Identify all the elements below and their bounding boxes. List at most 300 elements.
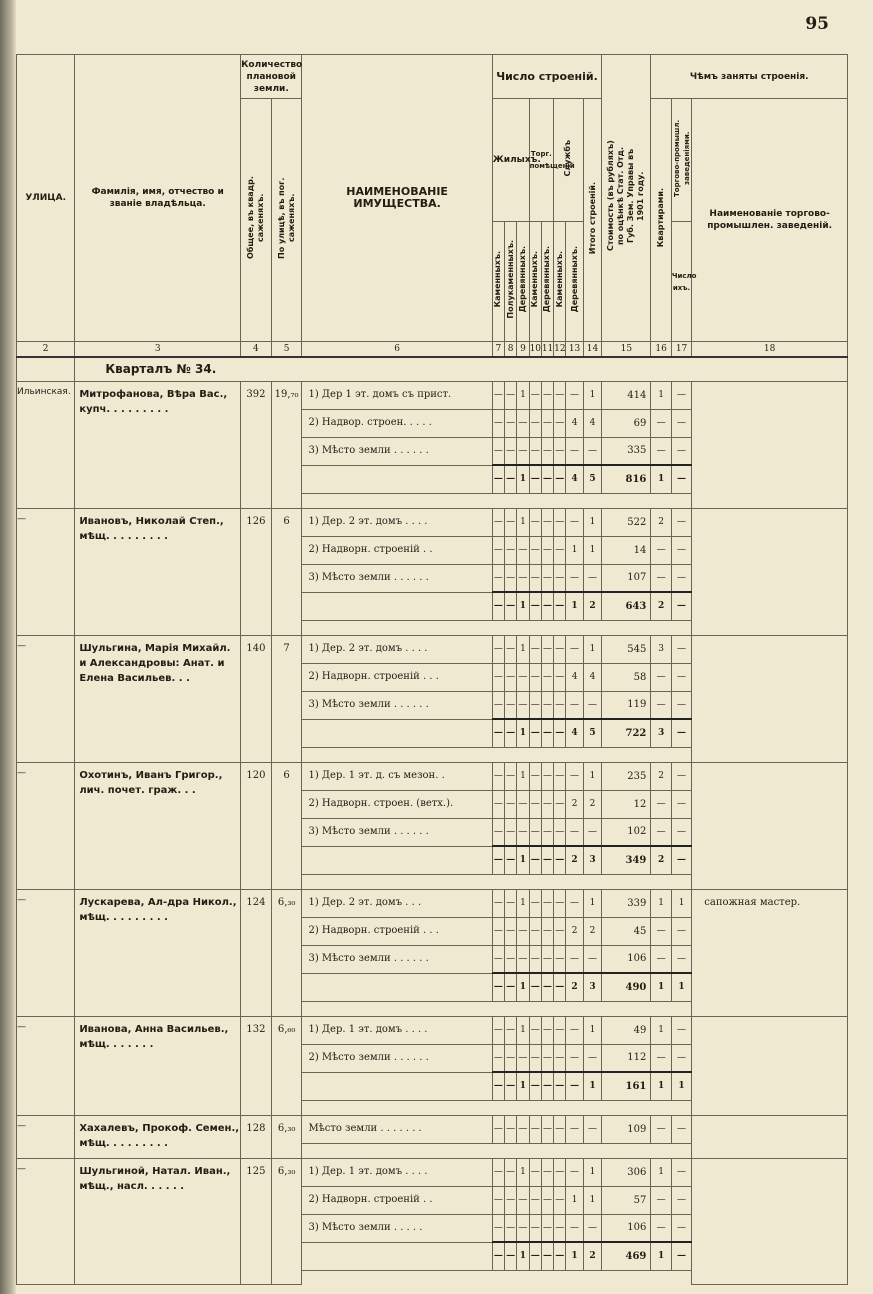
total-value: 490 — [602, 973, 651, 1001]
apartments-count: — — [651, 945, 671, 973]
count-service-wooden: — — [566, 691, 583, 719]
count-service-stone: — — [554, 790, 566, 818]
column-number: 17 — [671, 342, 691, 358]
spacer-cell — [302, 874, 692, 889]
count-res-half-stone: — — [505, 1044, 517, 1072]
count-trade-wooden: — — [541, 790, 553, 818]
street-cell: — — [17, 1158, 75, 1285]
header-count: Число ихъ. — [671, 222, 691, 342]
count-res-stone: — — [492, 409, 504, 437]
value-rubles: 12 — [602, 790, 651, 818]
count-total-buildings: 1 — [583, 1186, 602, 1214]
header-buildings: Число строеній. — [492, 55, 602, 99]
total-value: 161 — [602, 1072, 651, 1100]
value-rubles: 57 — [602, 1186, 651, 1214]
count-service-stone: — — [554, 1044, 566, 1072]
count-trade-wooden: — — [541, 564, 553, 592]
total-service-stone: — — [554, 1242, 566, 1270]
property-item: 3) Мѣсто земли . . . . . . — [302, 437, 492, 465]
spacer-cell — [302, 1100, 692, 1115]
count-total-buildings: — — [583, 437, 602, 465]
count-res-wooden: — — [517, 1115, 529, 1143]
total-apartments: 1 — [651, 1242, 671, 1270]
count-trade-stone: — — [529, 437, 541, 465]
total-spacer — [302, 465, 492, 493]
total-trade-est: — — [671, 719, 691, 747]
trade-name — [692, 1158, 848, 1285]
column-number: 12 — [554, 342, 566, 358]
value-rubles: 106 — [602, 945, 651, 973]
street-cell: — — [17, 508, 75, 635]
header-trade-names: Наименованіе торгово-промышлен. заведеній. — [692, 99, 848, 342]
count-res-stone: — — [492, 1016, 504, 1044]
count-service-stone: — — [554, 437, 566, 465]
column-number: 16 — [651, 342, 671, 358]
count-service-wooden: — — [566, 508, 583, 536]
count-res-wooden: — — [517, 437, 529, 465]
property-item: 3) Мѣсто земли . . . . . . — [302, 945, 492, 973]
header-land: Количество плановой земли. — [241, 55, 302, 99]
total-apartments: 2 — [651, 592, 671, 620]
count-trade-wooden: — — [541, 1115, 553, 1143]
count-trade-stone: — — [529, 818, 541, 846]
count-trade-wooden: — — [541, 889, 553, 917]
count-total-buildings: 1 — [583, 762, 602, 790]
trade-name — [692, 1016, 848, 1115]
trade-est-count: — — [671, 437, 691, 465]
count-service-stone: — — [554, 508, 566, 536]
count-trade-wooden: — — [541, 1158, 553, 1186]
total-res-wooden: 1 — [517, 973, 529, 1001]
count-res-stone: — — [492, 635, 504, 663]
count-res-half-stone: — — [505, 437, 517, 465]
total-value: 469 — [602, 1242, 651, 1270]
count-res-half-stone: — — [505, 663, 517, 691]
trade-est-count: — — [671, 1186, 691, 1214]
total-spacer — [302, 1072, 492, 1100]
total-res-stone: — — [492, 973, 504, 1001]
count-service-wooden: — — [566, 1214, 583, 1242]
trade-est-count: — — [671, 1214, 691, 1242]
column-number: 7 — [492, 342, 504, 358]
street-cell: Ильинская. — [17, 381, 75, 508]
property-item-row — [17, 1016, 848, 1044]
trade-est-count: — — [671, 762, 691, 790]
total-res-half-stone: — — [505, 973, 517, 1001]
count-service-stone: — — [554, 1115, 566, 1143]
apartments-count: 1 — [651, 1158, 671, 1186]
street-frontage: 7 — [271, 635, 302, 762]
total-total-buildings: 3 — [583, 846, 602, 874]
count-res-half-stone: — — [505, 409, 517, 437]
count-res-wooden: — — [517, 917, 529, 945]
column-number-row — [17, 342, 848, 358]
owner-name: Лускарева, Ал-дра Никол., мѣщ. . . . . . . . . — [75, 889, 241, 1016]
trade-name — [692, 762, 848, 889]
column-number: 2 — [17, 342, 75, 358]
count-trade-wooden: — — [541, 635, 553, 663]
total-value: 816 — [602, 465, 651, 493]
total-service-wooden: 2 — [566, 846, 583, 874]
total-res-stone: — — [492, 846, 504, 874]
property-item: 2) Надворн. строеній . . . — [302, 663, 492, 691]
column-number: 11 — [541, 342, 553, 358]
owner-name: Иванова, Анна Васильев., мѣщ. . . . . . . — [75, 1016, 241, 1115]
apartments-count: — — [651, 917, 671, 945]
count-trade-wooden: — — [541, 762, 553, 790]
total-trade-stone: — — [529, 1072, 541, 1100]
property-item: 1) Дер 1 эт. домъ съ прист. — [302, 381, 492, 409]
total-res-wooden: 1 — [517, 1072, 529, 1100]
total-trade-wooden: — — [541, 1242, 553, 1270]
column-number: 10 — [529, 342, 541, 358]
header-trade-premises: Торг. помѣщеній — [529, 99, 554, 222]
count-res-stone: — — [492, 889, 504, 917]
value-rubles: 49 — [602, 1016, 651, 1044]
header-apartments: Квартирами. — [651, 99, 671, 342]
total-service-stone: — — [554, 592, 566, 620]
street-frontage: 6,₆₀ — [271, 1016, 302, 1115]
count-trade-stone: — — [529, 564, 541, 592]
count-res-wooden: 1 — [517, 762, 529, 790]
count-trade-stone: — — [529, 536, 541, 564]
header-residential: Жилыхъ. — [492, 99, 529, 222]
count-res-wooden: 1 — [517, 635, 529, 663]
property-register-table — [16, 54, 848, 1285]
column-number: 18 — [692, 342, 848, 358]
apartments-count: — — [651, 409, 671, 437]
value-rubles: 339 — [602, 889, 651, 917]
count-trade-stone: — — [529, 917, 541, 945]
value-rubles: 45 — [602, 917, 651, 945]
total-trade-est: 1 — [671, 973, 691, 1001]
trade-est-count: — — [671, 536, 691, 564]
column-number: 5 — [271, 342, 302, 358]
count-res-half-stone: — — [505, 691, 517, 719]
column-number: 14 — [583, 342, 602, 358]
property-item: Мѣсто земли . . . . . . . — [302, 1115, 492, 1143]
count-trade-wooden: — — [541, 536, 553, 564]
total-service-wooden: 2 — [566, 973, 583, 1001]
value-rubles: 58 — [602, 663, 651, 691]
property-item: 3) Мѣсто земли . . . . . . — [302, 818, 492, 846]
total-res-stone: — — [492, 465, 504, 493]
count-service-stone: — — [554, 536, 566, 564]
count-total-buildings: 4 — [583, 663, 602, 691]
total-trade-est: 1 — [671, 1072, 691, 1100]
total-trade-wooden: — — [541, 465, 553, 493]
total-res-half-stone: — — [505, 465, 517, 493]
property-item: 1) Дер. 2 эт. домъ . . . . — [302, 635, 492, 663]
spacer-cell — [302, 1270, 692, 1285]
count-service-wooden: 4 — [566, 409, 583, 437]
header-land-total: Общее, въ квадр. саженяхъ. — [241, 99, 272, 342]
quarter-row — [17, 357, 848, 381]
page-number: 95 — [805, 14, 829, 34]
count-trade-wooden: — — [541, 663, 553, 691]
count-res-stone: — — [492, 945, 504, 973]
total-spacer — [302, 592, 492, 620]
trade-name: сапожная мастер. — [692, 889, 848, 1016]
trade-est-count: — — [671, 917, 691, 945]
total-res-half-stone: — — [505, 1242, 517, 1270]
count-trade-stone: — — [529, 889, 541, 917]
trade-name — [692, 381, 848, 508]
trade-est-count: — — [671, 1016, 691, 1044]
property-item-row — [17, 1115, 848, 1143]
apartments-count: — — [651, 790, 671, 818]
count-res-wooden: — — [517, 536, 529, 564]
trade-name — [692, 1115, 848, 1158]
count-trade-stone: — — [529, 663, 541, 691]
land-area: 132 — [241, 1016, 272, 1115]
property-item-row — [17, 508, 848, 536]
count-res-wooden: — — [517, 409, 529, 437]
column-number: 3 — [75, 342, 241, 358]
trade-est-count: — — [671, 790, 691, 818]
count-service-stone: — — [554, 818, 566, 846]
count-res-half-stone: — — [505, 508, 517, 536]
count-res-half-stone: — — [505, 762, 517, 790]
total-service-stone: — — [554, 1072, 566, 1100]
count-trade-wooden: — — [541, 1016, 553, 1044]
total-trade-wooden: — — [541, 719, 553, 747]
total-res-half-stone: — — [505, 1072, 517, 1100]
trade-est-count: — — [671, 945, 691, 973]
spacer-cell — [302, 1143, 692, 1158]
total-service-wooden: 1 — [566, 592, 583, 620]
total-total-buildings: 5 — [583, 465, 602, 493]
count-res-wooden: — — [517, 564, 529, 592]
street-frontage: 6,₃₀ — [271, 889, 302, 1016]
trade-est-count: — — [671, 663, 691, 691]
count-res-wooden: — — [517, 818, 529, 846]
count-trade-stone: — — [529, 790, 541, 818]
apartments-count: — — [651, 1044, 671, 1072]
count-trade-wooden: — — [541, 691, 553, 719]
property-item-row — [17, 889, 848, 917]
total-apartments: 3 — [651, 719, 671, 747]
header-service-wooden: Деревянныхъ. — [566, 222, 583, 342]
apartments-count: — — [651, 437, 671, 465]
count-trade-wooden: — — [541, 508, 553, 536]
count-res-half-stone: — — [505, 889, 517, 917]
count-res-stone: — — [492, 691, 504, 719]
apartments-count: — — [651, 691, 671, 719]
value-rubles: 522 — [602, 508, 651, 536]
count-service-stone: — — [554, 564, 566, 592]
count-total-buildings: 2 — [583, 790, 602, 818]
street-cell: — — [17, 762, 75, 889]
value-rubles: 235 — [602, 762, 651, 790]
value-rubles: 545 — [602, 635, 651, 663]
trade-est-count: — — [671, 409, 691, 437]
trade-est-count: — — [671, 381, 691, 409]
count-res-wooden: 1 — [517, 1158, 529, 1186]
column-number: 8 — [505, 342, 517, 358]
header-res-stone: Каменныхъ. — [492, 222, 504, 342]
header-property: НАИМЕНОВАНІЕ ИМУЩЕСТВА. — [302, 55, 492, 342]
total-value: 643 — [602, 592, 651, 620]
count-res-half-stone: — — [505, 818, 517, 846]
value-rubles: 335 — [602, 437, 651, 465]
count-total-buildings: 1 — [583, 381, 602, 409]
header-owner: Фамилія, имя, отчество и званіе владѣльца. — [75, 55, 241, 342]
count-service-stone: — — [554, 409, 566, 437]
total-spacer — [302, 719, 492, 747]
total-apartments: 1 — [651, 973, 671, 1001]
count-total-buildings: — — [583, 1115, 602, 1143]
total-trade-stone: — — [529, 719, 541, 747]
header-total-buildings: Итого строеній. — [583, 99, 602, 342]
count-service-wooden: 1 — [566, 536, 583, 564]
count-res-stone: — — [492, 917, 504, 945]
count-service-wooden: 1 — [566, 1186, 583, 1214]
trade-est-count: — — [671, 1044, 691, 1072]
total-res-wooden: 1 — [517, 592, 529, 620]
spacer-cell — [302, 620, 692, 635]
street-frontage: 6 — [271, 762, 302, 889]
owner-name: Хахалевъ, Прокоф. Семен., мѣщ. . . . . . . . . — [75, 1115, 241, 1158]
total-trade-est: — — [671, 846, 691, 874]
column-number: 13 — [566, 342, 583, 358]
total-service-wooden: 1 — [566, 1242, 583, 1270]
property-item: 3) Мѣсто земли . . . . . — [302, 1214, 492, 1242]
total-trade-wooden: — — [541, 973, 553, 1001]
count-trade-wooden: — — [541, 437, 553, 465]
header-res-wooden: Деревянныхъ. — [517, 222, 529, 342]
count-res-stone: — — [492, 381, 504, 409]
count-total-buildings: 1 — [583, 635, 602, 663]
count-trade-wooden: — — [541, 818, 553, 846]
owner-name: Шульгина, Марія Михайл. и Александровы: Анат. и Елена Васильев. . . — [75, 635, 241, 762]
value-rubles: 112 — [602, 1044, 651, 1072]
total-total-buildings: 2 — [583, 592, 602, 620]
trade-est-count: — — [671, 1158, 691, 1186]
header-trade-stone: Каменныхъ. — [529, 222, 541, 342]
header-occupied: Чѣмъ заняты строенія. — [651, 55, 848, 99]
count-service-stone: — — [554, 1158, 566, 1186]
total-res-half-stone: — — [505, 719, 517, 747]
count-service-stone: — — [554, 381, 566, 409]
spacer-cell — [302, 1001, 692, 1016]
apartments-count: — — [651, 536, 671, 564]
total-total-buildings: 2 — [583, 1242, 602, 1270]
count-service-wooden: — — [566, 889, 583, 917]
property-item: 2) Надворн. строеній . . . — [302, 917, 492, 945]
header-street: УЛИЦА. — [17, 55, 75, 342]
count-res-stone: — — [492, 818, 504, 846]
count-service-wooden: 4 — [566, 663, 583, 691]
count-trade-stone: — — [529, 508, 541, 536]
count-res-wooden: — — [517, 1044, 529, 1072]
count-service-stone: — — [554, 635, 566, 663]
value-rubles: 119 — [602, 691, 651, 719]
owner-name: Шульгиной, Натал. Иван., мѣщ., насл. . . . . . — [75, 1158, 241, 1285]
land-area: 392 — [241, 381, 272, 508]
count-trade-wooden: — — [541, 1044, 553, 1072]
count-trade-wooden: — — [541, 1214, 553, 1242]
value-rubles: 107 — [602, 564, 651, 592]
property-item: 2) Надворн. строен. (ветх.). — [302, 790, 492, 818]
quarter-heading: Кварталъ № 34. — [75, 357, 848, 381]
count-res-stone: — — [492, 1044, 504, 1072]
count-trade-wooden: — — [541, 381, 553, 409]
owner-name: Митрофанова, Вѣра Вас., купч. . . . . . . . . — [75, 381, 241, 508]
trade-est-count: — — [671, 691, 691, 719]
count-total-buildings: — — [583, 1214, 602, 1242]
count-service-stone: — — [554, 917, 566, 945]
total-res-wooden: 1 — [517, 1242, 529, 1270]
trade-est-count: — — [671, 635, 691, 663]
total-trade-wooden: — — [541, 592, 553, 620]
count-res-wooden: — — [517, 790, 529, 818]
count-res-wooden: 1 — [517, 889, 529, 917]
street-cell: — — [17, 889, 75, 1016]
count-res-wooden: — — [517, 663, 529, 691]
total-service-wooden: 4 — [566, 465, 583, 493]
street-cell: — — [17, 1115, 75, 1158]
count-total-buildings: 1 — [583, 508, 602, 536]
total-service-wooden: — — [566, 1072, 583, 1100]
property-item: 2) Надворн. строеній . . — [302, 536, 492, 564]
count-res-stone: — — [492, 663, 504, 691]
count-service-wooden: — — [566, 1158, 583, 1186]
spacer-cell — [302, 493, 692, 508]
total-res-stone: — — [492, 592, 504, 620]
count-res-stone: — — [492, 564, 504, 592]
land-area: 125 — [241, 1158, 272, 1285]
count-res-stone: — — [492, 1158, 504, 1186]
property-item: 1) Дер. 1 эт. д. съ мезон. . — [302, 762, 492, 790]
property-item: 2) Надворн. строеній . . — [302, 1186, 492, 1214]
count-total-buildings: — — [583, 945, 602, 973]
count-total-buildings: 4 — [583, 409, 602, 437]
count-trade-stone: — — [529, 691, 541, 719]
total-apartments: 2 — [651, 846, 671, 874]
register-body — [17, 357, 848, 1285]
count-res-stone: — — [492, 508, 504, 536]
count-res-wooden: — — [517, 1214, 529, 1242]
total-res-wooden: 1 — [517, 719, 529, 747]
count-service-wooden: — — [566, 381, 583, 409]
count-service-wooden: — — [566, 564, 583, 592]
apartments-count: 1 — [651, 889, 671, 917]
property-item: 2) Надвор. строен. . . . . — [302, 409, 492, 437]
total-trade-stone: — — [529, 465, 541, 493]
count-total-buildings: 1 — [583, 889, 602, 917]
count-service-stone: — — [554, 889, 566, 917]
total-service-wooden: 4 — [566, 719, 583, 747]
count-service-stone: — — [554, 945, 566, 973]
count-total-buildings: 1 — [583, 1016, 602, 1044]
book-binding-edge — [0, 0, 16, 1294]
property-item: 2) Мѣсто земли . . . . . . — [302, 1044, 492, 1072]
column-number: 6 — [302, 342, 492, 358]
count-trade-wooden: — — [541, 917, 553, 945]
land-area: 140 — [241, 635, 272, 762]
trade-est-count: 1 — [671, 889, 691, 917]
count-res-half-stone: — — [505, 945, 517, 973]
apartments-count: — — [651, 1115, 671, 1143]
property-item-row — [17, 381, 848, 409]
count-res-wooden: 1 — [517, 381, 529, 409]
count-trade-stone: — — [529, 1016, 541, 1044]
count-trade-stone: — — [529, 381, 541, 409]
count-service-wooden: — — [566, 1016, 583, 1044]
owner-name: Охотинъ, Иванъ Григор., лич. почет. граж. . . — [75, 762, 241, 889]
total-value: 349 — [602, 846, 651, 874]
